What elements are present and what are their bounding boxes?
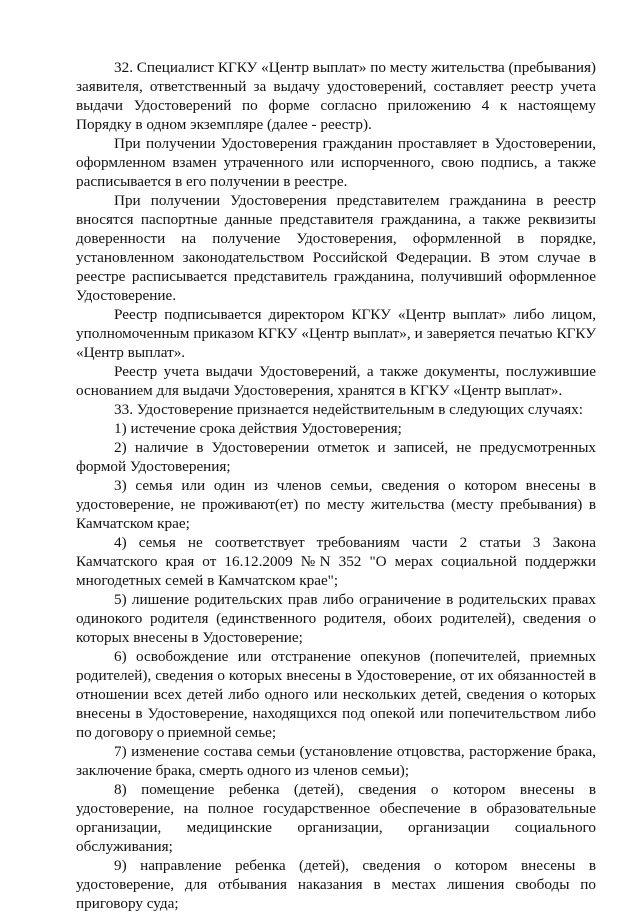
paragraph-signature: При получении Удостоверения гражданин проставляет в Удостоверении, оформленном взамен утраченного или испорченного, свою подпись, а также расписывается в его получении в реестре. (76, 135, 596, 190)
list-item-2: 2) наличие в Удостоверении отметок и записей, не предусмотренных формой Удостоверения; (76, 439, 596, 475)
paragraph-33: 33. Удостоверение признается недействительным в следующих случаях: (114, 401, 583, 418)
list-item-9: 9) направление ребенка (детей), сведения о котором внесены в удостоверение, для отбывания наказания в местах лишения свободы по приговору суда; (76, 857, 596, 912)
list-item-5: 5) лишение родительских прав либо ограничение в родительских правах одинокого родителя (единственного родителя, обоих родителей), сведения о которых внесены в Удостоверение; (76, 591, 596, 646)
paragraph-representative: При получении Удостоверения представителем гражданина в реестр вносятся паспортные данные представителя гражданина, а также реквизиты доверенности на получение Удостоверения, оформленной в порядке, установленном законодательством Российской Федерации. В этом случае в реестре расписывается представитель гражданина, получивший оформленное Удостоверение. (76, 192, 596, 304)
list-item-7: 7) изменение состава семьи (установление отцовства, расторжение брака, заключение брака, смерть одного из членов семьи); (76, 743, 596, 779)
list-item-8: 8) помещение ребенка (детей), сведения о котором внесены в удостоверение, на полное государственное обеспечение в образовательные организации, медицинские организации, организации социального обслуживания; (76, 781, 596, 855)
list-item-6: 6) освобождение или отстранение опекунов (попечителей, приемных родителей), сведения о которых внесены в Удостоверение, от их обязанностей в отношении всех детей либо одного или нескольких детей, сведения о которых внесены в Удостоверение, находящихся под опекой или попечительством либо по договору о приемной семье; (76, 648, 596, 741)
list-item-4: 4) семья не соответствует требованиям части 2 статьи 3 Закона Камчатского края от 16.12.2009 №N 352 "О мерах социальной поддержки многодетных семей в Камчатском крае"; (76, 534, 596, 589)
paragraph-32: 32. Специалист КГКУ «Центр выплат» по месту жительства (пребывания) заявителя, ответственный за выдачу удостоверений, составляет реестр учета выдачи Удостоверений по форме согласно приложению 4 к настоящему Порядку в одном экземпляре (далее - реестр). (76, 59, 596, 133)
paragraph-registry-signing: Реестр подписывается директором КГКУ «Центр выплат» либо лицом, уполномоченным приказом КГКУ «Центр выплат», и заверяется печатью КГКУ «Центр выплат». (76, 306, 596, 361)
list-item-3: 3) семья или один из членов семьи, сведения о котором внесены в удостоверение, не проживают(ет) по месту жительства (месту пребывания) в Камчатском крае; (76, 477, 596, 532)
paragraph-registry-storage: Реестр учета выдачи Удостоверений, а также документы, послужившие основанием для выдачи Удостоверения, хранятся в КГКУ «Центр выплат». (76, 363, 596, 399)
document-page (76, 58, 596, 913)
list-item-1: 1) истечение срока действия Удостоверения; (114, 420, 402, 437)
